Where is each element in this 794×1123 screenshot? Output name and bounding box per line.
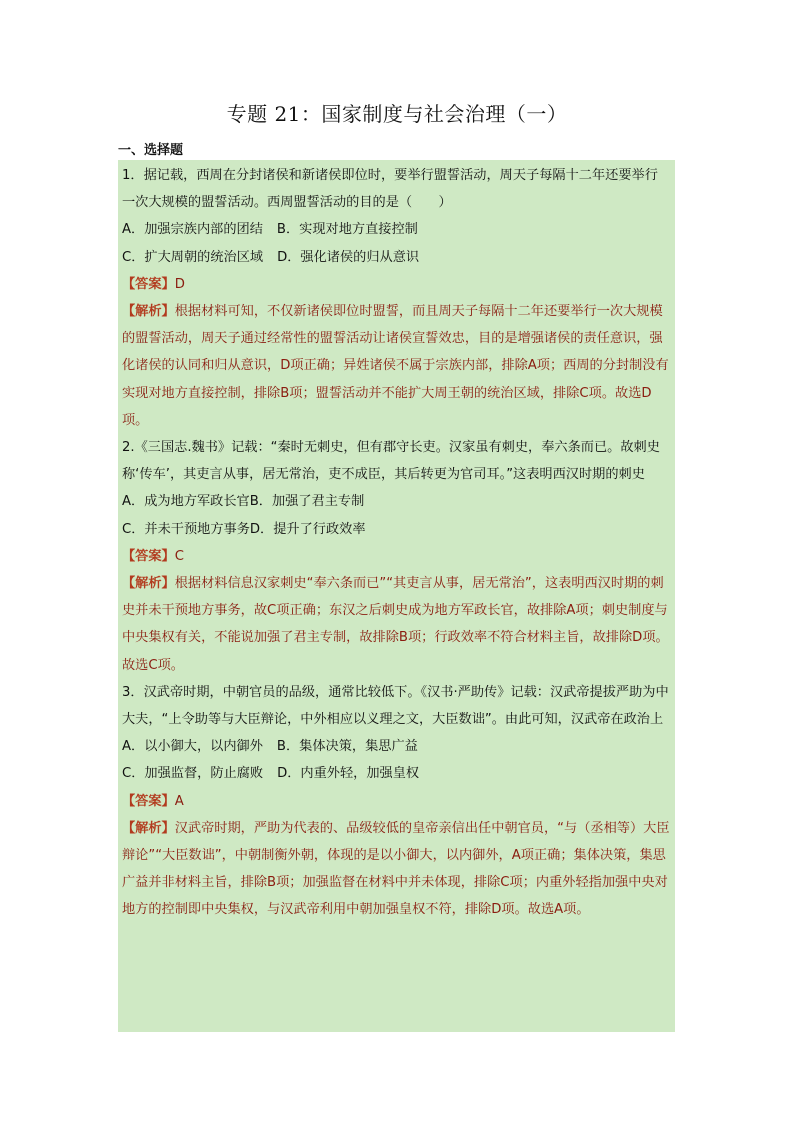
question-2 [122,434,671,679]
option-d: D．提升了行政效率 [249,521,366,537]
answer-value: C [174,548,184,564]
questions-block [118,160,675,1032]
answer-line [122,271,671,298]
option-a: A．加强宗族内部的团结 [122,222,263,238]
answer-tag: 【答案】 [122,276,175,292]
option-c: C．并未干预地方事务 [122,521,250,537]
question-stem: 3．汉武帝时期，中朝官员的品级，通常比较低下。《汉书·严助传》记载：汉武帝提拔严助为中大夫，“上令助等与大臣辩论，中外相应以义理之文，大臣数诎”。由此可知，汉武帝在政治上 [122,684,669,728]
page-title: 专题 21：国家制度与社会治理（一） [226,102,568,126]
options-line [122,516,671,543]
analysis-paragraph [122,570,671,679]
analysis-paragraph [122,298,671,434]
answer-line [122,788,671,815]
question-1 [122,162,671,434]
question-stem: 1．据记载，西周在分封诸侯和新诸侯即位时，要举行盟誓活动，周天子每隔十二年还要举行一次大规模的盟誓活动。西周盟誓活动的目的是（ ） [122,168,658,211]
option-c: C．扩大周朝的统治区域 [122,249,264,265]
analysis-tag: 【解析】 [122,820,175,836]
answer-line [122,543,671,570]
option-b: B．加强了君主专制 [249,494,365,510]
option-b: B．集体决策，集思广益 [276,739,418,755]
analysis-text: 汉武帝时期，严助为代表的、品级较低的皇帝亲信出任中朝官员，“与（丞相等）大臣辩论”“大臣数诎”，中朝制衡外朝，体现的是以小御大，以内御外，A项正确；集体决策，集思广益并非材料主旨，排除B项；加强监督在材料中并未体现，排除C项；内重外轻指加强中央对地方的控制即中央集权，与汉武帝利用中朝加强皇权不符，排除D项。故选A项。 [122,820,670,918]
options-line [122,760,671,787]
answer-tag: 【答案】 [122,548,175,564]
option-a: A．以小御大，以内御外 [122,739,263,755]
option-c: C．加强监督，防止腐败 [122,766,264,782]
analysis-text: 根据材料信息汉家刺史“奉六条而已”“其吏言从事，居无常治”，这表明西汉时期的刺史并未干预地方事务，故C项正确；东汉之后刺史成为地方军政长官，故排除A项；刺史制度与中央集权有关，不能说加强了君主专制，故排除B项；行政效率不符合材料主旨，故排除D项。故选C项。 [122,576,669,673]
options-line [122,244,671,271]
section-heading: 一、选择题 [118,143,184,158]
answer-tag: 【答案】 [122,793,175,809]
analysis-tag: 【解析】 [122,576,175,592]
options-line [122,733,671,760]
options-line [122,488,671,515]
analysis-tag: 【解析】 [122,304,175,320]
option-d: D．内重外轻，加强皇权 [277,766,420,782]
question-stem: 2.《三国志.魏书》记载：“秦时无刺史，但有郡守长吏。汉家虽有刺史，奉六条而已。故刺史称‘传车’，其吏言从事，居无常治，吏不成臣，其后转更为官司耳。”这表明西汉时期的刺史 [122,440,660,483]
option-b: B．实现对地方直接控制 [276,222,418,238]
option-d: D．强化诸侯的归从意识 [277,249,420,265]
option-a: A．成为地方军政长官 [122,494,250,510]
analysis-paragraph [122,815,671,924]
answer-value: D [174,276,185,292]
question-3 [122,679,671,924]
answer-value: A [174,793,184,809]
options-line [122,216,671,243]
analysis-text: 根据材料可知，不仅新诸侯即位时盟誓，而且周天子每隔十二年还要举行一次大规模的盟誓活动，周天子通过经常性的盟誓活动让诸侯宣誓效忠，目的是增强诸侯的责任意识，强化诸侯的认同和归从意识，D项正确；异姓诸侯不属于宗族内部，排除A项；西周的分封制没有实现对地方直接控制，排除B项；盟誓活动并不能扩大周王朝的统治区域，排除C项。故选D项。 [122,304,669,428]
